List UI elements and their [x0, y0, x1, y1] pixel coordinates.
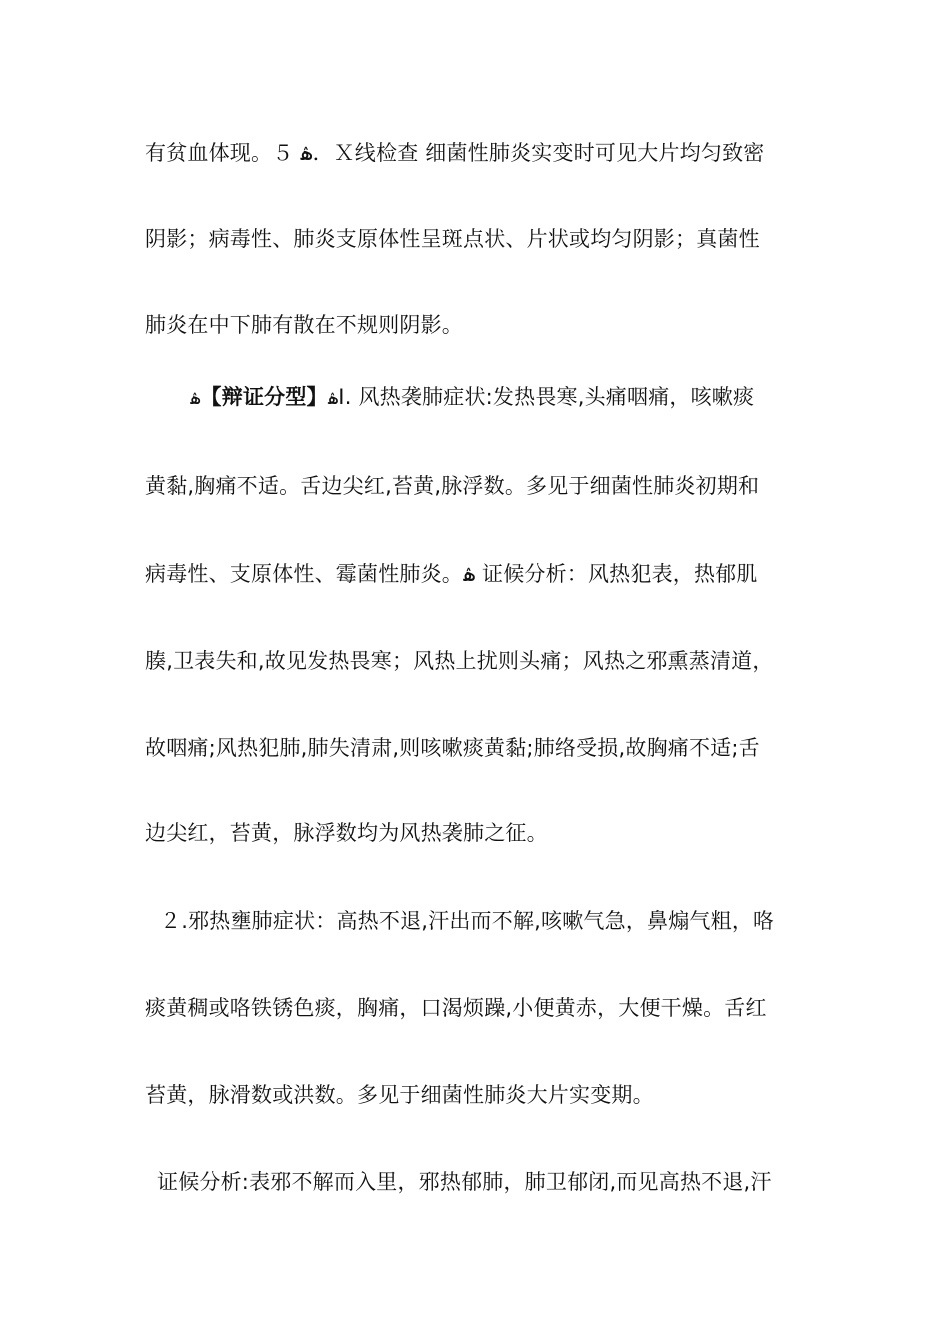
text-line-6: 腠,卫表失和,故见发热畏寒；风热上扰则头痛；风热之邪熏蒸清道，	[145, 649, 774, 673]
text-line-4: 黄黏,胸痛不适。舌边尖红,苔黄,脉浮数。多见于细菌性肺炎初期和	[145, 474, 760, 498]
section-heading-line	[190, 382, 860, 414]
text-line-8: 边尖红，苔黄，脉浮数均为风热袭肺之征。	[145, 821, 548, 845]
text-line-5: 病毒性、支原体性、霉菌性肺炎。ۿ 证候分析：风热犯表，热郁肌	[145, 562, 758, 586]
text-line-12: 证候分析:表邪不解而入里，邪热郁肺，肺卫郁闭,而见高热不退,汗	[157, 1170, 772, 1194]
text-line-7: 故咽痛;风热犯肺,肺失清肃,则咳嗽痰黄黏;肺络受损,故胸痛不适;舌	[145, 736, 760, 760]
text-line-2: 阴影；病毒性、肺炎支原体性呈斑点状、片状或均匀阴影；真菌性	[145, 227, 760, 251]
section-heading-text: Ⅰ. 风热袭肺症状:发热畏寒,头痛咽痛，咳嗽痰	[338, 385, 755, 409]
text-line-1: 有贫血体现。５ ۿ．Ｘ线检查 细菌性肺炎实变时可见大片均匀致密	[145, 141, 765, 165]
text-line-10: 痰黄稠或咯铁锈色痰，胸痛，口渴烦躁,小便黄赤，大便干燥。舌红	[145, 996, 767, 1020]
bullet-glyph-icon: ۿ	[190, 388, 201, 409]
text-line-9: ２.邪热壅肺症状：高热不退,汗出而不解,咳嗽气急，鼻煽气粗，咯	[160, 909, 775, 933]
bullet-glyph-icon-2: ۿ	[327, 388, 339, 409]
text-line-3: 肺炎在中下肺有散在不规则阴影。	[145, 313, 463, 337]
text-line-11: 苔黄，脉滑数或洪数。多见于细菌性肺炎大片实变期。	[145, 1083, 654, 1107]
section-heading-title: 【辩证分型】	[200, 385, 328, 409]
